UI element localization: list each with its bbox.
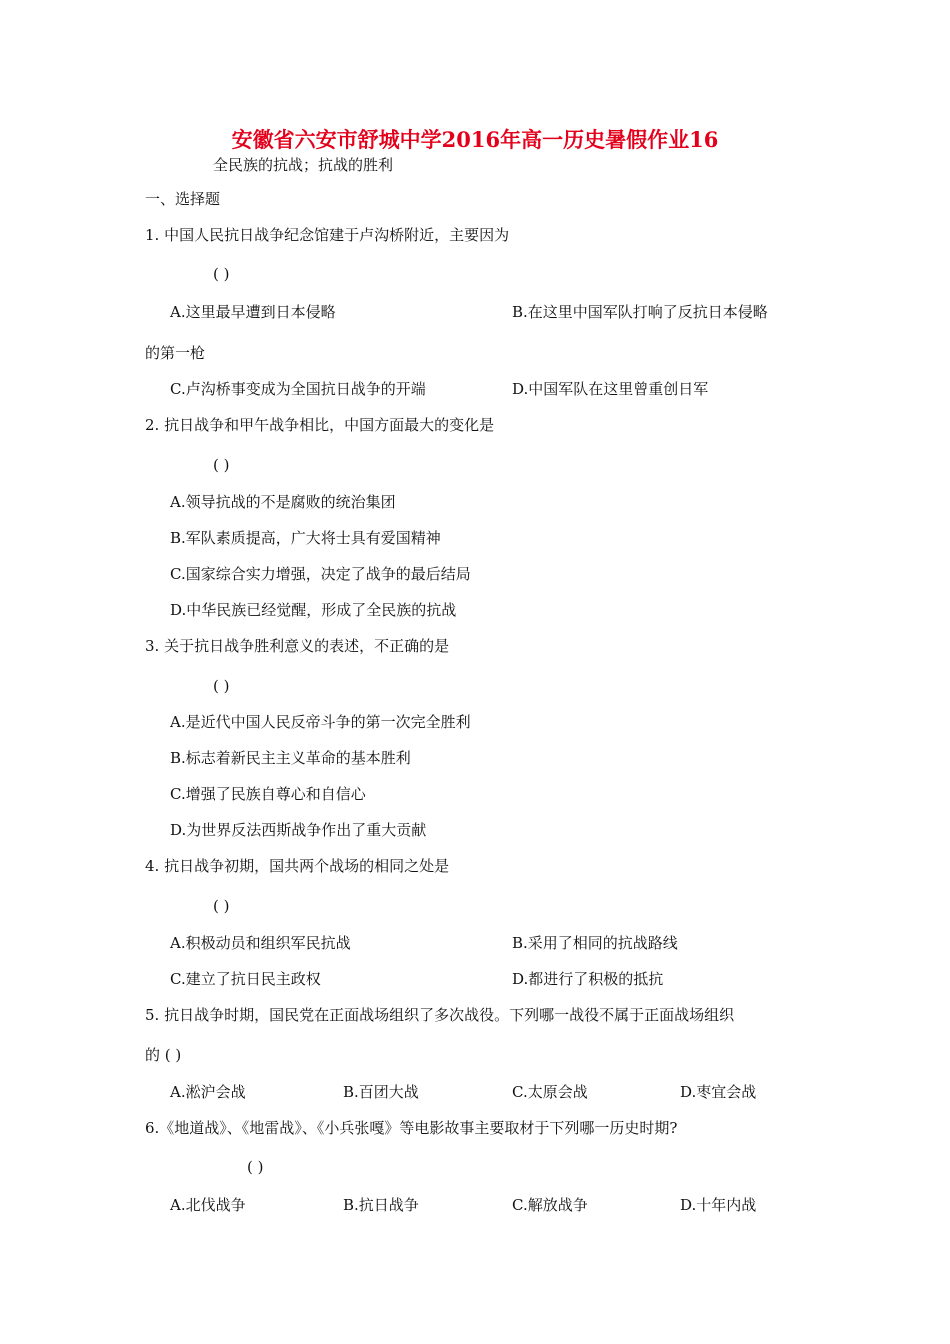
question-6-option-a: A.北伐战争 — [170, 1196, 246, 1214]
question-5-stem: 5. 抗日战争时期，国民党在正面战场组织了多次战役。下列哪一战役不属于正面战场组织 — [145, 1006, 735, 1024]
question-3-answer-bracket: ( ) — [213, 677, 230, 695]
question-2-stem: 2. 抗日战争和甲午战争相比，中国方面最大的变化是 — [145, 416, 495, 434]
document-title: 安徽省六安市舒城中学2016年高一历史暑假作业16 — [231, 127, 719, 152]
document-subtitle: 全民族的抗战；抗战的胜利 — [213, 156, 394, 174]
question-6-option-c: C.解放战争 — [512, 1196, 588, 1214]
question-3-option-d: D.为世界反法西斯战争作出了重大贡献 — [170, 821, 427, 839]
question-2-option-d: D.中华民族已经觉醒，形成了全民族的抗战 — [170, 601, 457, 619]
question-1-answer-bracket: ( ) — [213, 265, 230, 283]
question-4-answer-bracket: ( ) — [213, 897, 230, 915]
question-2-answer-bracket: ( ) — [213, 456, 230, 474]
question-4-option-d: D.都进行了积极的抵抗 — [512, 970, 664, 988]
question-2-option-c: C.国家综合实力增强，决定了战争的最后结局 — [170, 565, 471, 583]
question-2-option-a: A.领导抗战的不是腐败的统治集团 — [170, 493, 396, 511]
question-5-option-b: B.百团大战 — [343, 1083, 419, 1101]
question-5-option-a: A.淞沪会战 — [170, 1083, 246, 1101]
question-3-option-a: A.是近代中国人民反帝斗争的第一次完全胜利 — [170, 713, 471, 731]
question-1-option-b-cont: 的第一枪 — [145, 344, 206, 362]
question-5-stem-cont: 的 ( ) — [145, 1046, 182, 1064]
section-heading: 一、选择题 — [145, 190, 221, 208]
question-6-stem: 6.《地道战》、《地雷战》、《小兵张嘎》等电影故事主要取材于下列哪一历史时期? — [145, 1119, 678, 1137]
question-3-option-b: B.标志着新民主主义革命的基本胜利 — [170, 749, 411, 767]
question-5-option-d: D.枣宜会战 — [680, 1083, 757, 1101]
question-6-option-d: D.十年内战 — [680, 1196, 757, 1214]
question-5-option-c: C.太原会战 — [512, 1083, 588, 1101]
question-4-option-a: A.积极动员和组织军民抗战 — [170, 934, 351, 952]
question-6-answer-bracket: ( ) — [247, 1158, 264, 1176]
question-4-stem: 4. 抗日战争初期，国共两个战场的相同之处是 — [145, 857, 450, 875]
question-1-option-b: B.在这里中国军队打响了反抗日本侵略 — [512, 303, 768, 321]
question-1-option-a: A.这里最早遭到日本侵略 — [170, 303, 336, 321]
question-6-option-b: B.抗日战争 — [343, 1196, 419, 1214]
question-1-option-d: D.中国军队在这里曾重创日军 — [512, 380, 709, 398]
question-4-option-c: C.建立了抗日民主政权 — [170, 970, 321, 988]
question-1-stem: 1. 中国人民抗日战争纪念馆建于卢沟桥附近，主要因为 — [145, 226, 510, 244]
question-3-option-c: C.增强了民族自尊心和自信心 — [170, 785, 366, 803]
question-2-option-b: B.军队素质提高，广大将士具有爱国精神 — [170, 529, 441, 547]
question-3-stem: 3. 关于抗日战争胜利意义的表述，不正确的是 — [145, 637, 450, 655]
question-1-option-c: C.卢沟桥事变成为全国抗日战争的开端 — [170, 380, 426, 398]
question-4-option-b: B.采用了相同的抗战路线 — [512, 934, 678, 952]
